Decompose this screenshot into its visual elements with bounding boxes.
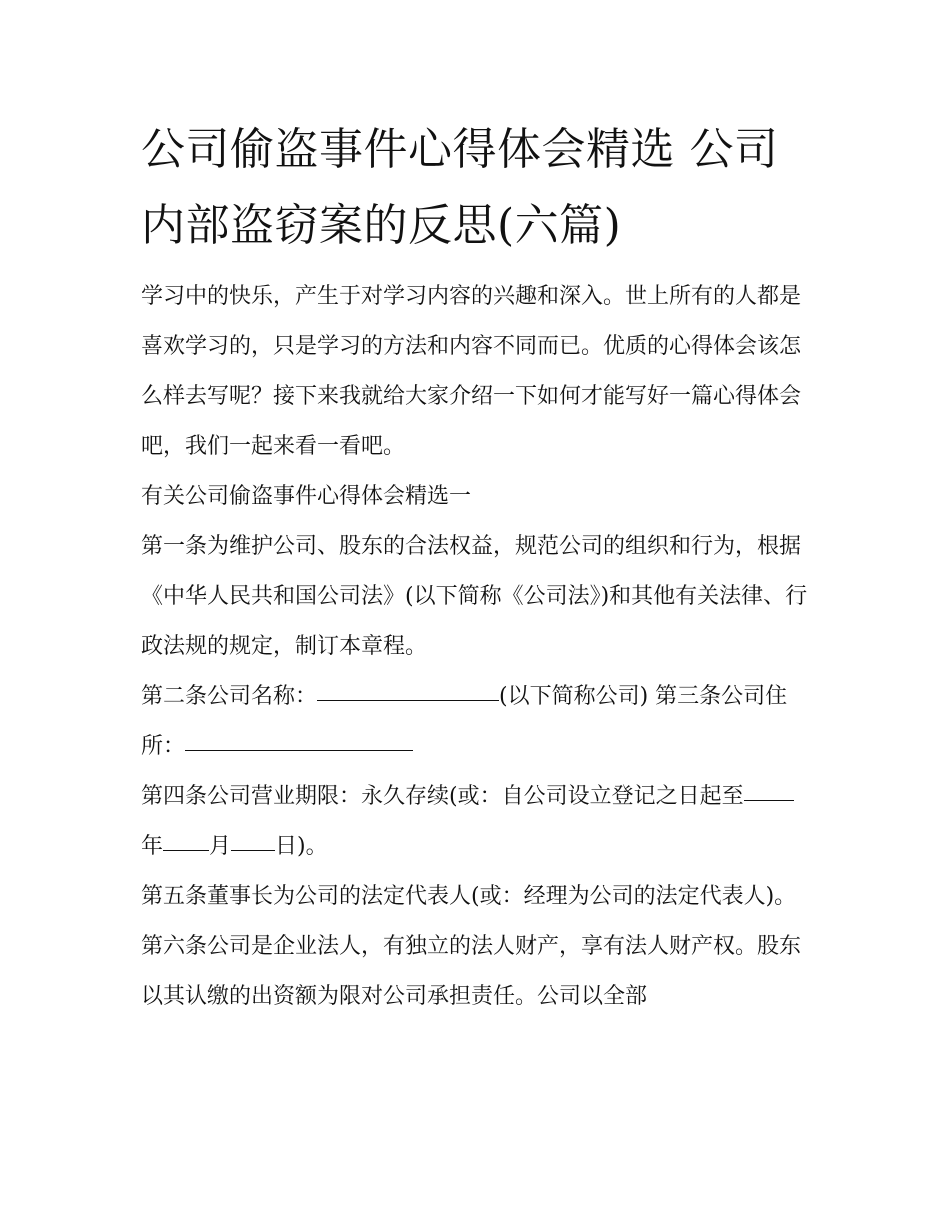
- article-2-suffix: (以下简称公司) 第三条公司住所：: [141, 684, 788, 759]
- article-2-prefix: 第二条公司名称：: [141, 684, 318, 709]
- article-4-day-label: 日)。: [275, 834, 328, 859]
- article-5-paragraph: 第五条董事长为公司的法定代表人(或：经理为公司的法定代表人)。: [141, 884, 797, 909]
- intro-paragraph: 学习中的快乐，产生于对学习内容的兴趣和深入。世上所有的人都是喜欢学习的，只是学习的方法和内容不同而已。优质的心得体会该怎么样去写呢？接下来我就给大家介绍一下如何才能写好一篇心得体会吧，我们一起来看一看吧。: [141, 284, 802, 459]
- section-heading: 有关公司偷盗事件心得体会精选一: [141, 484, 472, 509]
- company-name-blank: [317, 676, 499, 701]
- document-content: [141, 112, 813, 1022]
- company-address-blank: [185, 726, 413, 751]
- day-blank: [231, 826, 275, 851]
- month-blank: [163, 826, 209, 851]
- article-4-prefix: 第四条公司营业期限：永久存续(或：自公司设立登记之日起至: [141, 784, 744, 809]
- article-4-month-label: 月: [209, 834, 232, 859]
- document-body: [141, 272, 813, 1022]
- year-blank: [744, 776, 794, 801]
- article-4-year-label: 年: [141, 834, 164, 859]
- article-6-paragraph: 第六条公司是企业法人，有独立的法人财产，享有法人财产权。股东以其认缴的出资额为限对公司承担责任。公司以全部: [141, 934, 802, 1009]
- article-2-3-paragraph: [141, 672, 813, 772]
- article-4-paragraph: [141, 772, 813, 872]
- document-title: 公司偷盗事件心得体会精选 公司内部盗窃案的反思(六篇): [141, 124, 779, 251]
- article-1-paragraph: 第一条为维护公司、股东的合法权益，规范公司的组织和行为，根据《中华人民共和国公司法》(以下简称《公司法》)和其他有关法律、行政法规的规定，制订本章程。: [141, 534, 808, 659]
